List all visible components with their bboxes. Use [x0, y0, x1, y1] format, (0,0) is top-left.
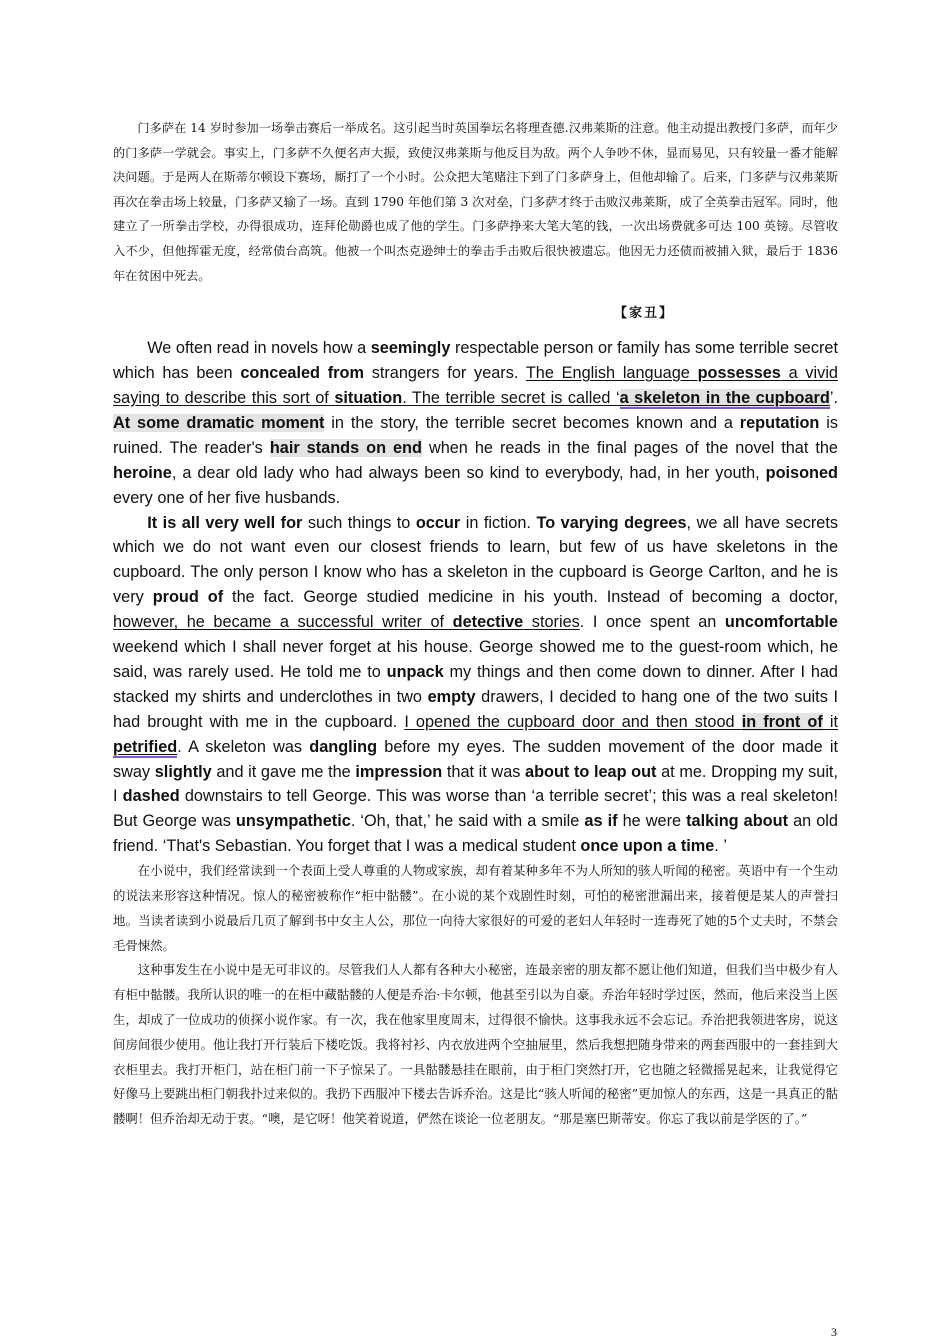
keyword: once upon a time [580, 837, 715, 856]
text: a vivid saying to describe this sort of [113, 364, 838, 407]
text: such things to [302, 513, 416, 532]
keyword: seemingly [370, 339, 451, 358]
keyword: concealed from [240, 364, 364, 383]
text: The English language [525, 364, 698, 383]
text: , a dear old lady who had always been so kind to everybody, had, in her youth, [171, 463, 766, 482]
underlined-phrase [113, 613, 580, 631]
document-page [113, 116, 838, 1132]
text: it [822, 712, 839, 731]
text: is ruined. The reader's [113, 413, 838, 457]
highlighted-keyword: in front of [741, 712, 823, 731]
text: my things and then come down to dinner. After I had stacked my shirts and underclothes in two [113, 662, 838, 706]
text: drawers, I decided to hang one of the two suits I had brought with me in the cupboard. [113, 687, 838, 731]
keyword: about to leap out [525, 762, 657, 781]
keyword: reputation [739, 413, 820, 432]
highlighted-keyword: hair stands on end [269, 438, 422, 457]
keyword: To varying degrees [536, 513, 687, 532]
text: that it was [442, 762, 526, 781]
text: however, he became a successful writer of [113, 613, 453, 632]
keyword: unsympathetic [235, 812, 351, 831]
text: downstairs to tell George. This was worse than ‘a terrible secret’; this was a real skeleton! But George was [113, 787, 838, 831]
text: in the story, the terrible secret becomes known and a [324, 413, 740, 432]
text: , we all have secrets which we do not want even our closest friends to learn, but few of us have skeletons in the cupboard. The only person I know who has a skeleton in the cupboard is George Carlton, and he is very [113, 513, 838, 607]
text: ’. [829, 388, 838, 407]
text: every one of her five husbands. [113, 488, 341, 507]
keyword: petrified [113, 737, 178, 756]
section-title: 【家丑】 [613, 306, 674, 322]
keyword: detective [452, 613, 524, 632]
chinese-translation-paragraph-2: 这种事发生在小说中是无可非议的。尽管我们人人都有各种大小秘密，连最亲密的朋友都不愿让他们知道，但我们当中极少有人有柜中骷髅。我所认识的唯一的在柜中藏骷髅的人便是乔治·卡尔顿，他甚至引以为自豪。乔治年轻时学过医，然而，他后来没当上医生，却成了一位成功的侦探小说作家。有一次，我在他家里度周末，过得很不愉快。这事我永远不会忘记。乔治把我领进客房，说这间房间很少使用。他让我打开行装后下楼吃饭。我将衬衫、内衣放进两个空抽屉里，然后我想把随身带来的两套西服中的一套挂到大衣柜里去。我打开柜门，站在柜门前一下子惊呆了。一具骷髅悬挂在眼前，由于柜门突然打开，它也随之轻微摇晃起来，让我觉得它好像马上要跳出柜门朝我扑过来似的。我扔下西服冲下楼去告诉乔治。这是比“骇人听闻的秘密”更加惊人的东西，这是一具真正的骷髅啊！但乔治却无动于衷。“噢，是它呀！他笑着说道，俨然在谈论一位老朋友。“那是塞巴斯蒂安。你忘了我以前是学医的了。” [113, 962, 838, 1127]
text: weekend which I shall never forget at his house. George showed me to the guest-room which, he said, was rarely used. He told me to [113, 638, 838, 681]
keyword: situation [334, 388, 403, 407]
keyword: talking about [686, 812, 788, 831]
keyword: as if [584, 812, 618, 831]
keyword: empty [427, 687, 476, 706]
text: he were [617, 812, 687, 831]
text: and it gave me the [211, 762, 356, 781]
text: . ’ [714, 837, 727, 856]
text: in fiction. [460, 513, 537, 532]
keyword: dashed [122, 787, 180, 806]
text: an old friend. ‘That's Sebastian. You forget that I was a medical student [113, 812, 838, 856]
highlighted-keyword: a skeleton in the cupboard [619, 388, 830, 407]
text: We often read in novels how a [147, 339, 371, 358]
keyword: It is all very well for [147, 513, 303, 532]
keyword: proud of [152, 588, 224, 607]
keyword: occur [415, 513, 461, 532]
keyword: slightly [154, 762, 212, 781]
text: strangers for years. [363, 364, 526, 383]
intro-chinese-paragraph: 门多萨在 14 岁时参加一场拳击赛后一举成名。这引起当时英国拳坛名将理查德.汉弗莱斯的注意。他主动提出教授门多萨，而年少的门多萨一学就会。事实上，门多萨不久便名声大振，致使汉弗莱斯与他反目为敌。两个人争吵不休，显而易见，只有较量一番才能解决问题。于是两人在斯蒂尔顿设下赛场，厮打了一个小时。公众把大笔赌注下到了门多萨身上，但他却输了。后来，门多萨与汉弗莱斯再次在拳击场上较量，门多萨又输了一场。直到 1790 年他们第 3 次对垒，门多萨才终于击败汉弗莱斯，成了全英拳击冠军。同时，他建立了一所拳击学校，办得很成功，连拜伦勋爵也成了他的学生。门多萨挣来大笔大笔的钱，一次出场费就多可达 100 英镑。尽管收入不少，但他挥霍无度，经常债台高筑。他被一个叫杰克逊绅士的拳击手击败后很快被遗忘。他因无力还债而被捕入狱，最后于 1836 年在贫困中死去。 [113, 121, 838, 283]
english-paragraph-2 [113, 511, 838, 860]
page-number: 3 [831, 1325, 837, 1339]
text: the fact. George studied medicine in his youth. Instead of becoming a doctor, [223, 588, 838, 607]
text: . The terrible secret is called ‘ [402, 388, 620, 407]
english-paragraph-1 [113, 336, 838, 510]
keyword: uncomfortable [724, 613, 838, 632]
text: when he reads in the final pages of the novel that the [421, 438, 838, 457]
keyword: impression [355, 762, 443, 781]
highlighted-keyword: At some dramatic moment [113, 413, 325, 432]
text: . A skeleton was [177, 737, 310, 756]
chinese-translation-paragraph-1: 在小说中，我们经常读到一个表面上受人尊重的人物或家族，却有着某种多年不为人所知的骇人听闻的秘密。英语中有一个生动的说法来形容这种情况。惊人的秘密被称作“柜中骷髅”。在小说的某个戏剧性时刻，可怕的秘密泄漏出来，接着便是某人的声誉扫地。当读者读到小说最后几页了解到书中女主人公，那位一向待大家很好的可爱的老妇人年轻时一连毒死了她的5个丈夫时，不禁会毛骨悚然。 [113, 863, 838, 953]
keyword: unpack [386, 662, 444, 681]
keyword: dangling [309, 737, 378, 756]
keyword: heroine [113, 463, 172, 482]
keyword: poisoned [765, 463, 838, 482]
keyword: possesses [697, 364, 781, 383]
text: before my eyes. The sudden movement of the door made it sway [113, 737, 838, 781]
text: . ‘Oh, that,’ he said with a smile [350, 812, 585, 831]
text: at me. Dropping my suit, I [113, 762, 838, 806]
text: I opened the cupboard door and then stood [404, 712, 742, 731]
text: stories [523, 613, 580, 632]
text: . I once spent an [579, 613, 725, 632]
text: respectable person or family has some terrible secret which has been [113, 339, 838, 383]
